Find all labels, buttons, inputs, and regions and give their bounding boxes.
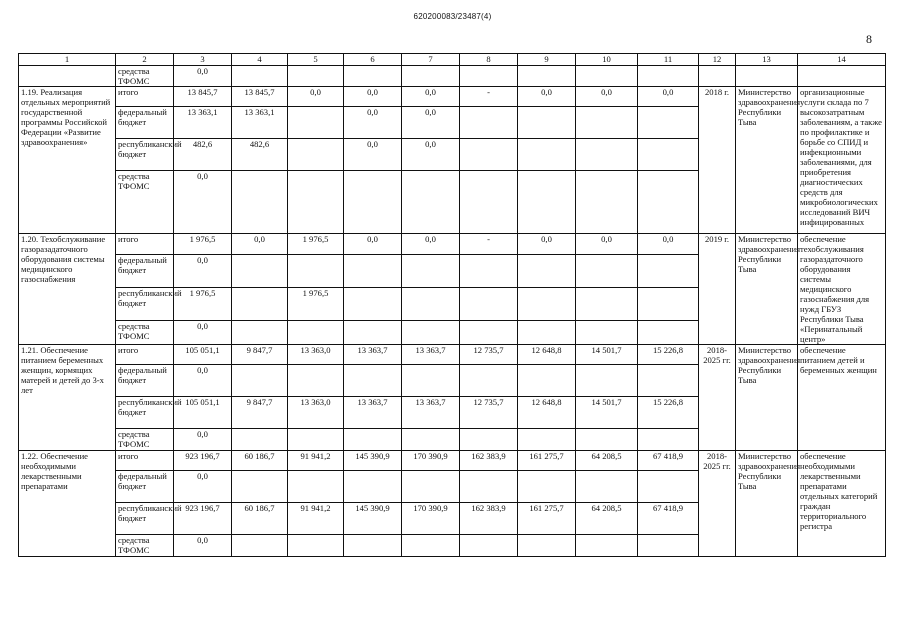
value-cell <box>288 535 344 557</box>
column-header: 14 <box>798 54 886 66</box>
value-cell: 162 383,9 <box>460 451 518 471</box>
period-cell: 2018-2025 гг. <box>699 451 736 557</box>
funding-source-label: республиканский бюджет <box>116 503 174 535</box>
value-cell <box>288 321 344 345</box>
value-cell <box>638 107 699 139</box>
funding-source-label: средства ТФОМС <box>116 321 174 345</box>
measure-title: 1.20. Техобслуживание газоразадаточного оборудования системы медицинского газоснабжения <box>19 234 116 345</box>
value-cell <box>460 365 518 397</box>
value-cell <box>518 535 576 557</box>
continued-row <box>19 66 886 87</box>
value-cell <box>344 321 402 345</box>
value-cell: 13 363,1 <box>232 107 288 139</box>
result-cell: обеспечение питанием детей и беременных женщин <box>798 345 886 451</box>
value-cell: 13 845,7 <box>174 87 232 107</box>
value-cell <box>460 139 518 171</box>
empty-cell <box>736 66 798 87</box>
value-cell <box>232 429 288 451</box>
value-cell <box>576 535 638 557</box>
value-cell <box>638 429 699 451</box>
value-cell <box>402 429 460 451</box>
value-cell: 64 208,5 <box>576 503 638 535</box>
value-cell <box>576 139 638 171</box>
result-cell: обеспечение необходимыми лекарственными препаратами отдельных категорий граждан территориального регистра <box>798 451 886 557</box>
value-cell <box>576 471 638 503</box>
value-cell: 0,0 <box>576 87 638 107</box>
column-header: 9 <box>518 54 576 66</box>
empty-cell <box>518 66 576 87</box>
value-cell <box>576 107 638 139</box>
column-header: 2 <box>116 54 174 66</box>
executor-cell: Министерство здравоохранения Республики Тыва <box>736 234 798 345</box>
executor-cell: Министерство здравоохранения Республики Тыва <box>736 87 798 234</box>
value-cell <box>232 254 288 287</box>
empty-cell <box>344 66 402 87</box>
column-header: 3 <box>174 54 232 66</box>
table-row <box>19 87 886 107</box>
value-cell: 0,0 <box>344 139 402 171</box>
value-cell <box>232 321 288 345</box>
value-cell: 170 390,9 <box>402 451 460 471</box>
value-cell: 0,0 <box>174 471 232 503</box>
value-cell: 67 418,9 <box>638 503 699 535</box>
value-cell: 13 363,7 <box>402 345 460 365</box>
column-header: 10 <box>576 54 638 66</box>
value-cell <box>518 429 576 451</box>
value-cell: 482,6 <box>174 139 232 171</box>
empty-cell <box>288 66 344 87</box>
funding-source-label: федеральный бюджет <box>116 107 174 139</box>
value-cell: 105 051,1 <box>174 345 232 365</box>
table-row <box>19 345 886 365</box>
value-cell: 91 941,2 <box>288 451 344 471</box>
value-cell <box>576 287 638 320</box>
value-cell <box>638 171 699 234</box>
column-header: 4 <box>232 54 288 66</box>
value-cell: 0,0 <box>402 107 460 139</box>
funding-source-label: итого <box>116 451 174 471</box>
funding-source-label: средства ТФОМС <box>116 171 174 234</box>
value-cell: 0,0 <box>174 365 232 397</box>
value-cell: 0,0 <box>576 234 638 255</box>
empty-cell <box>19 66 116 87</box>
value-cell <box>518 107 576 139</box>
funding-source-label: итого <box>116 87 174 107</box>
value-cell <box>460 171 518 234</box>
value-cell <box>638 139 699 171</box>
value-cell: 14 501,7 <box>576 397 638 429</box>
value-cell <box>402 321 460 345</box>
value-cell <box>638 287 699 320</box>
value-cell: - <box>460 234 518 255</box>
value-cell <box>232 535 288 557</box>
value-cell: 923 196,7 <box>174 451 232 471</box>
value-cell <box>638 471 699 503</box>
value-cell <box>518 365 576 397</box>
value-cell: 0,0 <box>344 87 402 107</box>
value-cell: 67 418,9 <box>638 451 699 471</box>
column-header: 13 <box>736 54 798 66</box>
value-cell <box>518 171 576 234</box>
value-cell <box>638 254 699 287</box>
value-cell <box>576 321 638 345</box>
value-cell: 145 390,9 <box>344 503 402 535</box>
empty-cell <box>460 66 518 87</box>
value-cell: 1 976,5 <box>174 234 232 255</box>
table-row <box>19 234 886 255</box>
funding-source-label: республиканский бюджет <box>116 397 174 429</box>
value-cell: 1 976,5 <box>288 287 344 320</box>
executor-cell: Министерство здравоохранения Республики Тыва <box>736 451 798 557</box>
empty-cell <box>402 66 460 87</box>
value-cell: 13 363,0 <box>288 397 344 429</box>
value-cell <box>518 321 576 345</box>
value-cell: 13 845,7 <box>232 87 288 107</box>
value-cell: 12 648,8 <box>518 397 576 429</box>
value-cell <box>460 287 518 320</box>
funding-source-label: средства ТФОМС <box>116 535 174 557</box>
value-cell: 0,0 <box>402 139 460 171</box>
period-cell: 2018-2025 гг. <box>699 345 736 451</box>
value-cell: 170 390,9 <box>402 503 460 535</box>
value-cell: 0,0 <box>638 234 699 255</box>
value-cell: 13 363,7 <box>344 345 402 365</box>
column-header: 1 <box>19 54 116 66</box>
value-cell <box>344 254 402 287</box>
value-cell <box>288 429 344 451</box>
funding-source-label: средства ТФОМС <box>116 66 174 87</box>
value-cell: 60 186,7 <box>232 451 288 471</box>
funding-source-label: итого <box>116 234 174 255</box>
value-cell: 15 226,8 <box>638 345 699 365</box>
value-cell: 0,0 <box>174 254 232 287</box>
value-cell <box>576 365 638 397</box>
value-cell <box>344 365 402 397</box>
value-cell <box>344 171 402 234</box>
value-cell <box>638 365 699 397</box>
value-cell: 13 363,7 <box>344 397 402 429</box>
value-cell <box>460 471 518 503</box>
value-cell <box>344 429 402 451</box>
column-header: 5 <box>288 54 344 66</box>
value-cell: 64 208,5 <box>576 451 638 471</box>
value-cell <box>518 287 576 320</box>
value-cell <box>638 321 699 345</box>
page-number: 8 <box>866 32 872 46</box>
funding-source-label: республиканский бюджет <box>116 287 174 320</box>
measure-title: 1.19. Реализация отдельных мероприятий государственной программы Российской Федерации «Развитие здравоохранения» <box>19 87 116 234</box>
empty-cell <box>232 66 288 87</box>
value-cell: 0,0 <box>288 87 344 107</box>
value-cell <box>460 107 518 139</box>
funding-source-label: средства ТФОМС <box>116 429 174 451</box>
value-cell <box>344 535 402 557</box>
value-cell <box>518 139 576 171</box>
value-cell: 0,0 <box>518 87 576 107</box>
value-cell <box>402 535 460 557</box>
value-cell <box>288 471 344 503</box>
value-cell <box>288 107 344 139</box>
value-cell: 0,0 <box>344 234 402 255</box>
value-cell: 0,0 <box>344 107 402 139</box>
value-cell: 1 976,5 <box>288 234 344 255</box>
value-cell: 13 363,0 <box>288 345 344 365</box>
value-cell: 13 363,7 <box>402 397 460 429</box>
value-cell: 1 976,5 <box>174 287 232 320</box>
value-cell: 60 186,7 <box>232 503 288 535</box>
funding-source-label: федеральный бюджет <box>116 254 174 287</box>
value-cell: 0,0 <box>174 171 232 234</box>
value-cell: 9 847,7 <box>232 397 288 429</box>
value-cell <box>460 429 518 451</box>
column-header: 12 <box>699 54 736 66</box>
value-cell: 15 226,8 <box>638 397 699 429</box>
value-cell <box>288 171 344 234</box>
value-cell <box>402 171 460 234</box>
value-cell <box>232 471 288 503</box>
value-cell: 0,0 <box>402 87 460 107</box>
column-header: 11 <box>638 54 699 66</box>
empty-cell <box>576 66 638 87</box>
period-cell: 2019 г. <box>699 234 736 345</box>
measure-title: 1.21. Обеспечение питанием беременных женщин, кормящих матерей и детей до 3-х лет <box>19 345 116 451</box>
value-cell <box>232 365 288 397</box>
value-cell <box>460 535 518 557</box>
value-cell: 161 275,7 <box>518 503 576 535</box>
column-header: 6 <box>344 54 402 66</box>
value-cell: 0,0 <box>174 429 232 451</box>
document-id: 620200083/23487(4) <box>413 12 492 21</box>
empty-cell <box>638 66 699 87</box>
value-cell: 923 196,7 <box>174 503 232 535</box>
value-cell: 0,0 <box>232 234 288 255</box>
empty-cell <box>699 66 736 87</box>
value-cell <box>460 321 518 345</box>
empty-cell <box>798 66 886 87</box>
measure-title: 1.22. Обеспечение необходимыми лекарственными препаратами <box>19 451 116 557</box>
value-cell <box>344 287 402 320</box>
period-cell: 2018 г. <box>699 87 736 234</box>
value-cell: 0,0 <box>402 234 460 255</box>
value-cell: 162 383,9 <box>460 503 518 535</box>
table-row <box>19 451 886 471</box>
value-cell: 145 390,9 <box>344 451 402 471</box>
value-cell: 12 735,7 <box>460 397 518 429</box>
value-cell: - <box>460 87 518 107</box>
value-cell: 13 363,1 <box>174 107 232 139</box>
budget-table <box>18 53 886 557</box>
value-cell <box>288 139 344 171</box>
funding-source-label: федеральный бюджет <box>116 471 174 503</box>
value-cell: 0,0 <box>174 321 232 345</box>
funding-source-label: итого <box>116 345 174 365</box>
value-cell <box>232 287 288 320</box>
value-cell <box>638 535 699 557</box>
value-cell: 12 648,8 <box>518 345 576 365</box>
value-cell <box>576 254 638 287</box>
executor-cell: Министерство здравоохранения Республики Тыва <box>736 345 798 451</box>
column-number-row <box>19 54 886 66</box>
value-cell <box>518 254 576 287</box>
value-cell: 0,0 <box>174 535 232 557</box>
funding-source-label: республиканский бюджет <box>116 139 174 171</box>
value-cell: 14 501,7 <box>576 345 638 365</box>
value-cell: 0,0 <box>174 66 232 87</box>
value-cell <box>402 287 460 320</box>
value-cell <box>402 365 460 397</box>
value-cell: 0,0 <box>518 234 576 255</box>
value-cell <box>402 254 460 287</box>
funding-source-label: федеральный бюджет <box>116 365 174 397</box>
column-header: 8 <box>460 54 518 66</box>
value-cell <box>288 254 344 287</box>
column-header: 7 <box>402 54 460 66</box>
value-cell <box>576 429 638 451</box>
value-cell: 105 051,1 <box>174 397 232 429</box>
value-cell: 9 847,7 <box>232 345 288 365</box>
value-cell: 0,0 <box>638 87 699 107</box>
value-cell <box>232 171 288 234</box>
value-cell <box>576 171 638 234</box>
value-cell <box>402 471 460 503</box>
value-cell <box>288 365 344 397</box>
result-cell: организационные услуги склада по 7 высокозатратным заболеваниям, а также по профилактике и борьбе со СПИД и инфекционными заболеваниями, для приобретения диагностических средств для микробиологических исследований ВИЧ инфицированных <box>798 87 886 234</box>
value-cell <box>344 471 402 503</box>
value-cell <box>460 254 518 287</box>
result-cell: обеспечение техобслуживания газораздаточного оборудования системы медицинского газоснабжения для нужд ГБУЗ Республики Тыва «Перинатальный центр» <box>798 234 886 345</box>
value-cell: 161 275,7 <box>518 451 576 471</box>
value-cell: 482,6 <box>232 139 288 171</box>
value-cell <box>518 471 576 503</box>
value-cell: 12 735,7 <box>460 345 518 365</box>
value-cell: 91 941,2 <box>288 503 344 535</box>
